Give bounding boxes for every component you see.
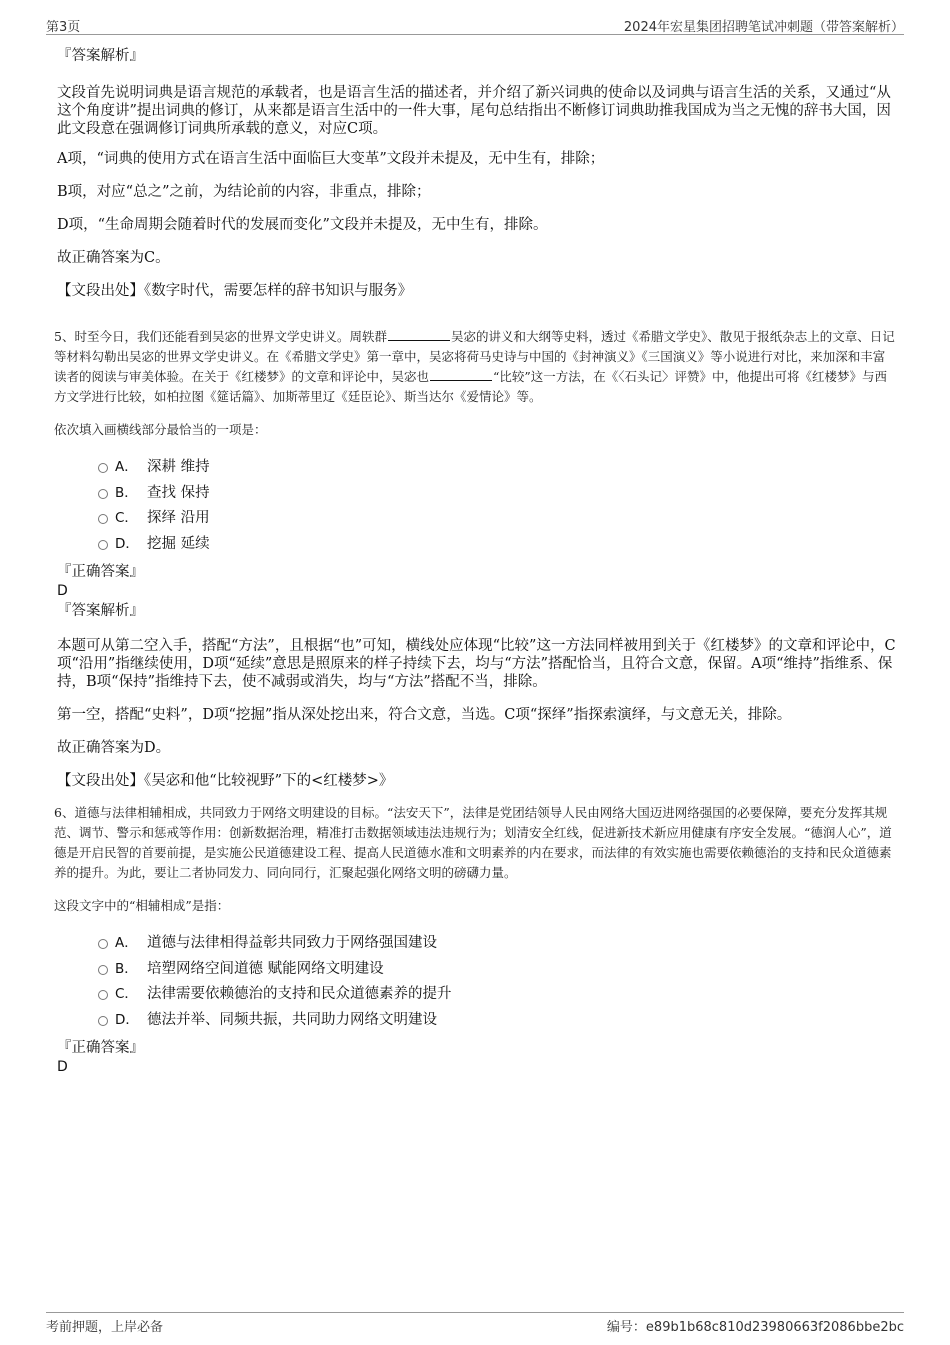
correct-answer-label: 『正确答案』 xyxy=(57,564,144,580)
option-c[interactable] xyxy=(57,982,897,1008)
correct-answer: D xyxy=(57,1059,68,1075)
option-letter: D． xyxy=(115,535,139,552)
option-text: 查找 保持 xyxy=(147,484,210,501)
option-text: 挖掘 延续 xyxy=(147,535,210,552)
option-text: 法律需要依赖德治的支持和民众道德素养的提升 xyxy=(147,986,452,1002)
radio-button[interactable] xyxy=(98,489,108,499)
conclusion: 故正确答案为D。 xyxy=(57,740,171,756)
page-number: 第3页 xyxy=(46,20,81,35)
main-content xyxy=(54,44,897,1076)
blank-line xyxy=(388,328,450,341)
options-list xyxy=(57,455,897,557)
correct-answer: D xyxy=(57,583,68,599)
radio-button[interactable] xyxy=(98,463,108,473)
document-title: 2024年宏星集团招聘笔试冲刺题（带答案解析） xyxy=(623,20,904,35)
radio-button[interactable] xyxy=(98,939,108,949)
blank-line xyxy=(430,368,492,381)
source-citation: 【文段出处】《吴宓和他“比较视野”下的<红楼梦>》 xyxy=(57,773,394,789)
footer-slogan: 考前押题，上岸必备 xyxy=(46,1320,164,1335)
option-letter: C． xyxy=(115,510,138,526)
question-stem xyxy=(54,803,897,883)
document-code: 编号：e89b1b68c810d23980663f2086bbe2bc xyxy=(606,1320,904,1335)
source-citation: 【文段出处】《数字时代，需要怎样的辞书知识与服务》 xyxy=(57,283,413,299)
analysis-paragraph: A项，“词典的使用方式在语言生活中面临巨大变革”文段并未提及，无中生有，排除； xyxy=(57,151,605,167)
question-number: 5、 xyxy=(54,329,75,344)
option-b[interactable] xyxy=(57,481,897,507)
stem-text: 时至今日，我们还能看到吴宓的世界文学史讲义。周轶群 xyxy=(74,329,387,344)
stem-text: 道德与法律相辅相成，共同致力于网络文明建设的目标。“法安天下”，法律是党团结领导人民由网络大国迈进网络强国的必要保障，要充分发挥其规范、调节、警示和惩戒等作用：创新数据治理，精准打击数据领域违法违规行为；划清安全红线，促进新技术新应用健康有序安全发展。“德润人心”，道德是开启民智的首要前提，是实施公民道德建设工程、提高人民道德水准和文明素养的内在要求，而法律的有效实施也需要依赖德治的支持和民众道德素养的提升。为此，要让二者协同发力、同向同行，汇聚起强化网络文明的磅礴力量。 xyxy=(54,805,892,880)
stem-text: “比较”这一方法，在《〈石头记〉评赞》中，他提出可将《红楼梦》与西方文学进行比较，如柏拉图《筵话篇》、加斯蒂里辽《廷臣论》、斯当达尔《爱情论》等。 xyxy=(54,369,888,404)
page-footer xyxy=(46,1312,904,1335)
analysis-paragraph: D项，“生命周期会随着时代的发展而变化”文段并未提及，无中生有，排除。 xyxy=(57,217,548,233)
option-letter: D． xyxy=(115,1011,139,1028)
stem-text: 吴宓的讲义和大纲等史料，透过《希腊文学史》、散见于报纸杂志上的文章、日记等材料勾勒出吴宓的世界文学史讲义。在《希腊文学史》第一章中，吴宓将荷马史诗与中国的《封神演义》《三国演义》等小说进行对比，来加深和丰富读者的阅读与审美体验。在关于《红楼梦》的文章和评论中，吴宓也 xyxy=(54,329,895,384)
option-text: 道德与法律相得益彰共同致力于网络强国建设 xyxy=(147,935,437,951)
option-a[interactable] xyxy=(57,931,897,957)
option-letter: A． xyxy=(115,935,138,951)
question-prompt: 这段文字中的“相辅相成”是指： xyxy=(54,898,230,913)
analysis-label: 『答案解析』 xyxy=(57,48,144,64)
radio-button[interactable] xyxy=(98,540,108,550)
options-list xyxy=(57,931,897,1033)
page-header xyxy=(46,14,904,35)
analysis-paragraph: 第一空，搭配“史料”，D项“挖掘”指从深处挖出来，符合文意，当选。C项“探绎”指探索演绎，与文意无关，排除。 xyxy=(57,707,792,723)
radio-button[interactable] xyxy=(98,1016,108,1026)
analysis-paragraph: 本题可从第二空入手，搭配“方法”，且根据“也”可知，横线处应体现“比较”这一方法同样被用到关于《红楼梦》的文章和评论中，C项“沿用”指继续使用，D项“延续”意思是照原来的样子持续下去，均与“方法”搭配恰当，且符合文意，保留。A项“维持”指维系、保持，B项“保持”指维持下去，使不减弱或消失，均与“方法”搭配不当，排除。 xyxy=(57,638,896,690)
option-a[interactable] xyxy=(57,455,897,481)
option-c[interactable] xyxy=(57,506,897,532)
radio-button[interactable] xyxy=(98,990,108,1000)
option-text: 培塑网络空间道德 赋能网络文明建设 xyxy=(147,960,384,977)
option-letter: C． xyxy=(115,986,138,1002)
question-number: 6、 xyxy=(54,805,75,820)
conclusion: 故正确答案为C。 xyxy=(57,250,170,266)
analysis-paragraph: 文段首先说明词典是语言规范的承载者，也是语言生活的描述者，并介绍了新兴词典的使命以及词典与语言生活的关系，又通过“从这个角度讲”提出词典的修订，从来都是语言生活中的一件大事，尾句总结指出不断修订词典助推我国成为当之无愧的辞书大国，因此文段意在强调修订词典所承载的意义，对应C项。 xyxy=(57,85,891,137)
option-text: 德法并举、同频共振，共同助力网络文明建设 xyxy=(147,1011,437,1028)
analysis-label: 『答案解析』 xyxy=(57,603,144,619)
radio-button[interactable] xyxy=(98,965,108,975)
option-d[interactable] xyxy=(57,532,897,558)
question-prompt: 依次填入画横线部分最恰当的一项是： xyxy=(54,422,267,437)
option-letter: B． xyxy=(115,484,138,501)
option-letter: A． xyxy=(115,459,138,475)
option-text: 探绎 沿用 xyxy=(147,510,210,526)
option-text: 深耕 维持 xyxy=(147,459,210,475)
option-b[interactable] xyxy=(57,957,897,983)
option-d[interactable] xyxy=(57,1008,897,1034)
option-letter: B． xyxy=(115,960,138,977)
correct-answer-label: 『正确答案』 xyxy=(57,1040,144,1056)
analysis-paragraph: B项，对应“总之”之前，为结论前的内容，非重点，排除； xyxy=(57,184,431,200)
question-stem xyxy=(54,327,897,407)
radio-button[interactable] xyxy=(98,514,108,524)
